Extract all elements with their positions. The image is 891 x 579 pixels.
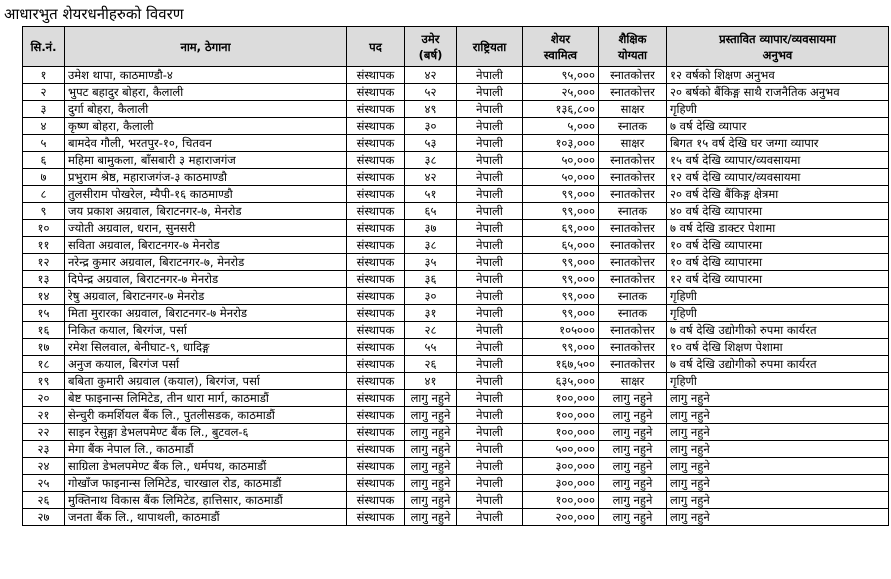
cell-education: स्नातकोत्तर [599, 67, 667, 84]
cell-sn: ३ [23, 101, 65, 118]
cell-post: संस्थापक [347, 288, 405, 305]
cell-sn: ८ [23, 186, 65, 203]
cell-nationality: नेपाली [457, 492, 523, 509]
cell-experience: गृहिणी [667, 288, 889, 305]
cell-nationality: नेपाली [457, 203, 523, 220]
cell-age: लागु नहुने [405, 407, 457, 424]
cell-sn: ११ [23, 237, 65, 254]
cell-sn: १० [23, 220, 65, 237]
cell-experience: लागु नहुने [667, 492, 889, 509]
cell-nationality: नेपाली [457, 101, 523, 118]
table-row [23, 84, 889, 101]
cell-post: संस्थापक [347, 373, 405, 390]
cell-name: सविता अग्रवाल, बिराटनगर-७ मेनरोड [65, 237, 347, 254]
cell-shares: १००,००० [523, 407, 599, 424]
cell-name: जय प्रकाश अग्रवाल, बिराटनगर-७, मेनरोड [65, 203, 347, 220]
cell-age: ६५ [405, 203, 457, 220]
cell-age: ३८ [405, 152, 457, 169]
cell-experience: ७ वर्ष देखि डाक्टर पेशामा [667, 220, 889, 237]
cell-experience: १२ वर्ष देखि व्यापार/व्यवसायमा [667, 169, 889, 186]
table-body [23, 67, 889, 526]
cell-sn: १ [23, 67, 65, 84]
cell-age: ५१ [405, 186, 457, 203]
table-row [23, 390, 889, 407]
cell-experience: १० वर्ष देखि व्यापारमा [667, 254, 889, 271]
cell-nationality: नेपाली [457, 339, 523, 356]
cell-name: ज्योती अग्रवाल, धरान, सुनसरी [65, 220, 347, 237]
cell-education: स्नातकोत्तर [599, 339, 667, 356]
cell-sn: २५ [23, 475, 65, 492]
header-edu-line1: शैक्षिक [618, 31, 647, 46]
document-title: आधारभुत शेयरधनीहरुको विवरण [4, 5, 184, 23]
header-exp-line2: अनुभव [762, 47, 793, 62]
cell-education: लागु नहुने [599, 390, 667, 407]
cell-post: संस्थापक [347, 475, 405, 492]
cell-shares: १३६,८०० [523, 101, 599, 118]
cell-age: ३७ [405, 220, 457, 237]
table-row [23, 101, 889, 118]
cell-name: बेष्ट फाइनान्स लिमिटेड, तीन धारा मार्ग, काठमाडौं [65, 390, 347, 407]
cell-nationality: नेपाली [457, 356, 523, 373]
cell-post: संस्थापक [347, 390, 405, 407]
cell-nationality: नेपाली [457, 475, 523, 492]
header-experience [667, 27, 889, 67]
cell-post: संस्थापक [347, 322, 405, 339]
cell-post: संस्थापक [347, 67, 405, 84]
cell-sn: २४ [23, 458, 65, 475]
cell-name: साग्रिला डेभलपमेण्ट बैंक लि., धर्मपथ, काठमाडौं [65, 458, 347, 475]
table-row [23, 271, 889, 288]
cell-name: नरेन्द्र कुमार अग्रवाल, बिराटनगर-७, मेनरोड [65, 254, 347, 271]
cell-sn: ५ [23, 135, 65, 152]
cell-sn: १७ [23, 339, 65, 356]
cell-sn: २१ [23, 407, 65, 424]
cell-education: स्नातकोत्तर [599, 186, 667, 203]
cell-sn: १३ [23, 271, 65, 288]
table-row [23, 339, 889, 356]
cell-shares: ५०,००० [523, 152, 599, 169]
cell-experience: ७ वर्ष देखि व्यापार [667, 118, 889, 135]
cell-shares: १०३,००० [523, 135, 599, 152]
cell-age: ५२ [405, 84, 457, 101]
cell-age: लागु नहुने [405, 458, 457, 475]
cell-name: कृष्ण बोहरा, कैलाली [65, 118, 347, 135]
cell-shares: ५००,००० [523, 441, 599, 458]
cell-nationality: नेपाली [457, 237, 523, 254]
header-edu-line2: योग्यता [617, 47, 648, 62]
cell-age: लागु नहुने [405, 492, 457, 509]
cell-age: ३८ [405, 237, 457, 254]
table-row [23, 237, 889, 254]
cell-age: ४२ [405, 67, 457, 84]
cell-education: स्नातकोत्तर [599, 169, 667, 186]
cell-name: महिमा बामुकला, बाँसबारी ३ महाराजगंज [65, 152, 347, 169]
cell-post: संस्थापक [347, 271, 405, 288]
cell-nationality: नेपाली [457, 458, 523, 475]
cell-nationality: नेपाली [457, 84, 523, 101]
cell-experience: गृहिणी [667, 101, 889, 118]
cell-experience: १० वर्ष देखि शिक्षण पेशामा [667, 339, 889, 356]
cell-shares: ९९,००० [523, 203, 599, 220]
cell-education: लागु नहुने [599, 458, 667, 475]
cell-nationality: नेपाली [457, 186, 523, 203]
cell-shares: ६५,००० [523, 237, 599, 254]
cell-experience: लागु नहुने [667, 509, 889, 526]
cell-age: ३५ [405, 254, 457, 271]
cell-education: स्नातक [599, 203, 667, 220]
cell-shares: ९९,००० [523, 305, 599, 322]
cell-shares: ९९,००० [523, 271, 599, 288]
cell-post: संस्थापक [347, 135, 405, 152]
cell-name: मुक्तिनाथ विकास बैंक लिमिटेड, हात्तिसार, काठमाडौं [65, 492, 347, 509]
cell-sn: १४ [23, 288, 65, 305]
cell-post: संस्थापक [347, 152, 405, 169]
header-post: पद [347, 27, 405, 67]
cell-age: २६ [405, 356, 457, 373]
cell-age: ३१ [405, 305, 457, 322]
cell-education: लागु नहुने [599, 475, 667, 492]
table-row [23, 305, 889, 322]
cell-post: संस्थापक [347, 254, 405, 271]
cell-age: ३० [405, 118, 457, 135]
header-age [405, 27, 457, 67]
cell-experience: गृहिणी [667, 305, 889, 322]
cell-experience: लागु नहुने [667, 458, 889, 475]
cell-education: लागु नहुने [599, 441, 667, 458]
cell-experience: बिगत १५ वर्ष देखि घर जग्गा व्यापार [667, 135, 889, 152]
cell-sn: ९ [23, 203, 65, 220]
table-row [23, 203, 889, 220]
cell-post: संस्थापक [347, 203, 405, 220]
cell-name: मिता मुरारका अग्रवाल, बिराटनगर-७ मेनरोड [65, 305, 347, 322]
cell-education: स्नातकोत्तर [599, 254, 667, 271]
cell-post: संस्थापक [347, 458, 405, 475]
cell-experience: १२ वर्षको शिक्षण अनुभव [667, 67, 889, 84]
cell-nationality: नेपाली [457, 407, 523, 424]
header-name: नाम, ठेगाना [65, 27, 347, 67]
table-row [23, 509, 889, 526]
cell-sn: २७ [23, 509, 65, 526]
table-row [23, 169, 889, 186]
cell-education: लागु नहुने [599, 407, 667, 424]
table-row [23, 322, 889, 339]
cell-education: स्नातकोत्तर [599, 356, 667, 373]
cell-age: ३० [405, 288, 457, 305]
cell-post: संस्थापक [347, 305, 405, 322]
cell-nationality: नेपाली [457, 220, 523, 237]
cell-sn: २६ [23, 492, 65, 509]
cell-post: संस्थापक [347, 339, 405, 356]
header-shares-line1: शेयर [550, 31, 571, 46]
cell-shares: १६७,५०० [523, 356, 599, 373]
cell-post: संस्थापक [347, 84, 405, 101]
cell-name: बामदेव गौली, भरतपुर-१०, चितवन [65, 135, 347, 152]
header-shares-line2: स्वामित्व [543, 47, 578, 62]
cell-name: जनता बैंक लि., थापाथली, काठमाडौं [65, 509, 347, 526]
cell-post: संस्थापक [347, 118, 405, 135]
cell-education: लागु नहुने [599, 509, 667, 526]
cell-post: संस्थापक [347, 169, 405, 186]
cell-age: ४९ [405, 101, 457, 118]
cell-nationality: नेपाली [457, 67, 523, 84]
cell-nationality: नेपाली [457, 441, 523, 458]
cell-shares: ६३५,००० [523, 373, 599, 390]
table-row [23, 152, 889, 169]
cell-sn: १८ [23, 356, 65, 373]
cell-experience: लागु नहुने [667, 475, 889, 492]
table-row [23, 492, 889, 509]
cell-sn: ६ [23, 152, 65, 169]
cell-experience: गृहिणी [667, 373, 889, 390]
cell-age: लागु नहुने [405, 441, 457, 458]
cell-shares: ३००,००० [523, 475, 599, 492]
table-row [23, 186, 889, 203]
cell-name: रेषु अग्रवाल, बिराटनगर-७ मेनरोड [65, 288, 347, 305]
cell-education: स्नातक [599, 288, 667, 305]
cell-age: ४१ [405, 373, 457, 390]
cell-nationality: नेपाली [457, 322, 523, 339]
cell-education: लागु नहुने [599, 492, 667, 509]
cell-name: अनुज कयाल, बिरगंज पर्सा [65, 356, 347, 373]
cell-name: दुर्गा बोहरा, कैलाली [65, 101, 347, 118]
table-row [23, 441, 889, 458]
cell-nationality: नेपाली [457, 254, 523, 271]
cell-age: ४२ [405, 169, 457, 186]
cell-name: भुपट बहादुर बोहरा, कैलाली [65, 84, 347, 101]
cell-experience: १५ वर्ष देखि व्यापार/व्यवसायमा [667, 152, 889, 169]
cell-nationality: नेपाली [457, 509, 523, 526]
cell-experience: लागु नहुने [667, 441, 889, 458]
cell-post: संस्थापक [347, 101, 405, 118]
cell-name: रमेश सिलवाल, बेनीघाट-९, धादिङ्ग [65, 339, 347, 356]
cell-shares: १००,००० [523, 390, 599, 407]
cell-experience: ७ वर्ष देखि उद्योगीको रुपमा कार्यरत [667, 356, 889, 373]
cell-shares: ६९,००० [523, 220, 599, 237]
cell-sn: १६ [23, 322, 65, 339]
cell-age: ३६ [405, 271, 457, 288]
cell-shares: ५,००० [523, 118, 599, 135]
header-nationality: राष्ट्रियता [457, 27, 523, 67]
table-row [23, 288, 889, 305]
cell-experience: लागु नहुने [667, 407, 889, 424]
cell-nationality: नेपाली [457, 424, 523, 441]
cell-experience: ७ वर्ष देखि उद्योगीको रुपमा कार्यरत [667, 322, 889, 339]
table-row [23, 407, 889, 424]
cell-sn: १२ [23, 254, 65, 271]
table-row [23, 135, 889, 152]
header-age-line2: (बर्ष) [418, 47, 443, 62]
cell-post: संस्थापक [347, 509, 405, 526]
cell-post: संस्थापक [347, 424, 405, 441]
cell-education: साक्षर [599, 101, 667, 118]
cell-nationality: नेपाली [457, 271, 523, 288]
cell-nationality: नेपाली [457, 288, 523, 305]
cell-post: संस्थापक [347, 407, 405, 424]
cell-shares: ९९,००० [523, 186, 599, 203]
cell-name: बबिता कुमारी अग्रवाल (कयाल), बिरगंज, पर्सा [65, 373, 347, 390]
cell-education: स्नातकोत्तर [599, 84, 667, 101]
cell-name: गोखाँज फाइनान्स लिमिटेड, चारखाल रोड, काठमाडौं [65, 475, 347, 492]
cell-shares: ५०,००० [523, 169, 599, 186]
cell-name: प्रभुराम श्रेष्ठ, महाराजगंज-३ काठमाण्डौ [65, 169, 347, 186]
cell-shares: १००,००० [523, 424, 599, 441]
cell-education: स्नातक [599, 305, 667, 322]
cell-sn: २३ [23, 441, 65, 458]
cell-age: लागु नहुने [405, 475, 457, 492]
table-row [23, 373, 889, 390]
cell-sn: ७ [23, 169, 65, 186]
table-row [23, 458, 889, 475]
table-row [23, 424, 889, 441]
cell-education: स्नातक [599, 118, 667, 135]
cell-name: साइन रेसुङ्गा डेभलपमेण्ट बैंक लि., बुटवल-६ [65, 424, 347, 441]
table-row [23, 356, 889, 373]
table-row [23, 118, 889, 135]
table-row [23, 220, 889, 237]
cell-shares: ३००,००० [523, 458, 599, 475]
cell-experience: १० वर्ष देखि व्यापारमा [667, 237, 889, 254]
cell-post: संस्थापक [347, 220, 405, 237]
cell-shares: ९९,००० [523, 339, 599, 356]
cell-experience: लागु नहुने [667, 424, 889, 441]
cell-sn: ४ [23, 118, 65, 135]
cell-age: ५५ [405, 339, 457, 356]
cell-nationality: नेपाली [457, 169, 523, 186]
cell-nationality: नेपाली [457, 135, 523, 152]
cell-name: निकित कयाल, बिरगंज, पर्सा [65, 322, 347, 339]
cell-post: संस्थापक [347, 441, 405, 458]
cell-name: तुलसीराम पोखरेल, म्यैपी-१६ काठमाण्डौ [65, 186, 347, 203]
cell-post: संस्थापक [347, 186, 405, 203]
cell-education: स्नातकोत्तर [599, 237, 667, 254]
cell-sn: १९ [23, 373, 65, 390]
cell-sn: २० [23, 390, 65, 407]
cell-name: उमेश थापा, काठमाण्डौ-४ [65, 67, 347, 84]
cell-post: संस्थापक [347, 237, 405, 254]
cell-education: साक्षर [599, 135, 667, 152]
cell-experience: लागु नहुने [667, 390, 889, 407]
cell-name: सेन्चुरी कमर्शियल बैंक लि., पुतलीसडक, काठमाडौं [65, 407, 347, 424]
cell-shares: १००,००० [523, 492, 599, 509]
cell-nationality: नेपाली [457, 152, 523, 169]
cell-sn: १५ [23, 305, 65, 322]
cell-name: मेगा बैंक नेपाल लि., काठमाडौं [65, 441, 347, 458]
header-exp-line1: प्रस्तावित व्यापार/व्यवसायमा [719, 31, 836, 46]
header-age-line1: उमेर [421, 31, 440, 46]
cell-post: संस्थापक [347, 356, 405, 373]
cell-experience: २० वर्ष देखि बैंकिङ्ग क्षेत्रमा [667, 186, 889, 203]
cell-shares: ९९,००० [523, 254, 599, 271]
cell-age: ५३ [405, 135, 457, 152]
table-row [23, 67, 889, 84]
cell-nationality: नेपाली [457, 118, 523, 135]
cell-sn: २२ [23, 424, 65, 441]
cell-education: स्नातकोत्तर [599, 220, 667, 237]
table-row [23, 254, 889, 271]
cell-age: लागु नहुने [405, 509, 457, 526]
cell-nationality: नेपाली [457, 390, 523, 407]
cell-nationality: नेपाली [457, 373, 523, 390]
cell-shares: २००,००० [523, 509, 599, 526]
header-education [599, 27, 667, 67]
header-shares [523, 27, 599, 67]
cell-age: २८ [405, 322, 457, 339]
cell-experience: १२ वर्ष देखि व्यापारमा [667, 271, 889, 288]
cell-nationality: नेपाली [457, 305, 523, 322]
cell-education: स्नातकोत्तर [599, 271, 667, 288]
cell-post: संस्थापक [347, 492, 405, 509]
cell-age: लागु नहुने [405, 424, 457, 441]
header-sn: सि.नं. [23, 27, 65, 67]
cell-education: स्नातकोत्तर [599, 152, 667, 169]
cell-age: लागु नहुने [405, 390, 457, 407]
cell-shares: ९५,००० [523, 67, 599, 84]
cell-name: दिपेन्द्र अग्रवाल, बिराटनगर-७ मेनरोड [65, 271, 347, 288]
cell-shares: ९९,००० [523, 288, 599, 305]
cell-experience: २० बर्षको बैंकिङ्ग साथै राजनैतिक अनुभव [667, 84, 889, 101]
table-header-row [23, 27, 889, 67]
cell-sn: २ [23, 84, 65, 101]
cell-experience: ४० वर्ष देखि व्यापारमा [667, 203, 889, 220]
cell-education: साक्षर [599, 373, 667, 390]
table-row [23, 475, 889, 492]
cell-shares: १०५००० [523, 322, 599, 339]
cell-education: लागु नहुने [599, 424, 667, 441]
shareholders-table [22, 26, 889, 526]
cell-education: स्नातकोत्तर [599, 322, 667, 339]
cell-shares: २५,००० [523, 84, 599, 101]
